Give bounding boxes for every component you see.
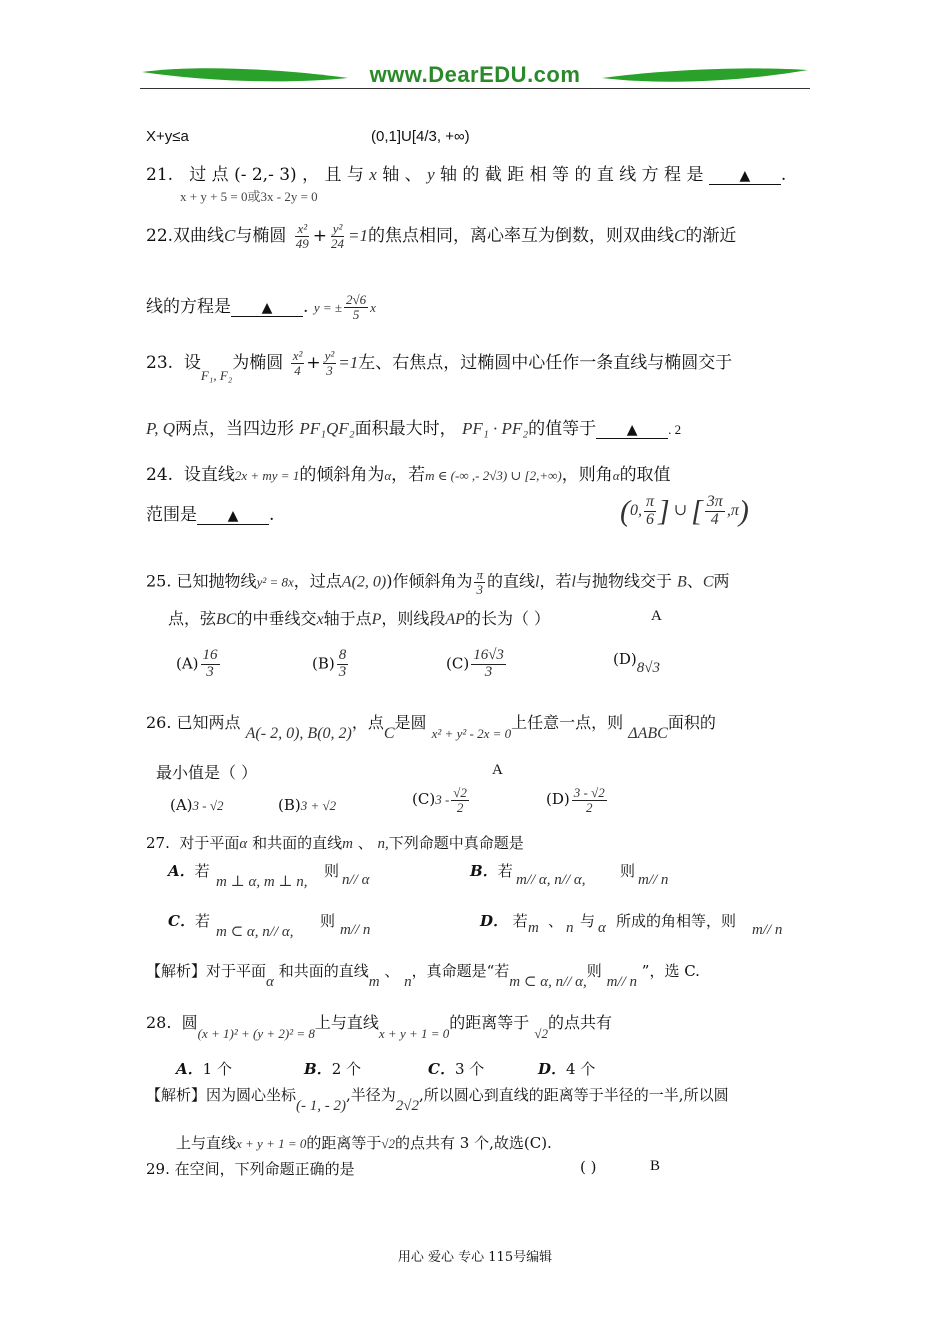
q26-answer: A bbox=[492, 762, 503, 778]
q23-answer: . 2 bbox=[668, 422, 682, 437]
q23-f1-den: 4 bbox=[294, 363, 301, 378]
q26-t2: ，点 bbox=[351, 713, 384, 732]
q26-option-d-frac bbox=[572, 786, 607, 814]
q27-n: n, bbox=[377, 836, 389, 852]
q24-t3: ，若 bbox=[391, 465, 426, 485]
q24-ans-left2: [ bbox=[691, 494, 703, 528]
q25-option-d bbox=[613, 650, 660, 676]
q28-sol4: 上与直线 bbox=[176, 1134, 237, 1152]
q27-sol-cond: m ⊂ α, n// α, bbox=[509, 974, 587, 990]
q25-l: l bbox=[535, 573, 540, 591]
q28-distance: √2 bbox=[534, 1026, 549, 1041]
question-27 bbox=[146, 832, 524, 853]
q24-ans-f1-num: π bbox=[646, 493, 655, 510]
q28-b-val: 2 个 bbox=[331, 1060, 361, 1078]
q27-sol-sep: 、 bbox=[384, 962, 400, 980]
q27-d-res: m// n bbox=[752, 922, 783, 938]
q23-eq: =1 bbox=[338, 353, 359, 372]
q27-b-cond: m// α, n// α, bbox=[516, 872, 586, 888]
q28-sol-tag: 【解析】 bbox=[146, 1086, 207, 1104]
q23-t1: 设 bbox=[183, 353, 201, 373]
q25-number: 25. bbox=[146, 571, 172, 591]
q27-c-label: C． bbox=[168, 912, 195, 930]
q27-d-m: m bbox=[528, 920, 539, 936]
q27-d-t2: 所成的角相等，则 bbox=[616, 912, 737, 930]
q25-t3: )作倾斜角为 bbox=[386, 571, 473, 591]
q26-t5: 面积的 bbox=[667, 713, 716, 732]
q24-ans-right1: ] bbox=[658, 494, 670, 528]
q25-t4: 的直线 bbox=[487, 571, 536, 591]
q26-option-b-label: (B) bbox=[278, 796, 301, 814]
q23-quad: PF₁QF₂ bbox=[299, 419, 355, 438]
q27-a-cond: m ⊥ α, m ⊥ n, bbox=[216, 874, 308, 890]
q21-number: 21. bbox=[146, 165, 174, 185]
q25-answer: A bbox=[651, 608, 662, 624]
q22-c2: C bbox=[674, 226, 686, 245]
q26-number: 26. bbox=[146, 713, 172, 732]
q25-t11: ，则线段 bbox=[381, 609, 446, 628]
q29-answer: B bbox=[650, 1158, 661, 1174]
q23-f2-den: 3 bbox=[326, 363, 333, 378]
q27-sol-then: 则 bbox=[586, 962, 602, 980]
q26-b-val: 3 + √2 bbox=[300, 798, 337, 813]
q23-t2: 为椭圆 bbox=[232, 353, 284, 373]
q22-t4: 的渐近 bbox=[685, 226, 737, 246]
q25-option-b-label: (B) bbox=[312, 654, 335, 673]
q24-number: 24. bbox=[146, 465, 174, 485]
q28-d-val: 4 个 bbox=[566, 1060, 596, 1078]
q24-alpha: α bbox=[384, 468, 392, 483]
q24-dot: . bbox=[269, 505, 275, 525]
q27-t2: 和共面的直线 bbox=[252, 834, 343, 852]
answer-line-right: (0,1]U[4/3, +∞) bbox=[371, 128, 470, 145]
q25-b-den: 3 bbox=[338, 663, 347, 680]
q25-b-num: 8 bbox=[338, 647, 347, 663]
q27-option-c bbox=[168, 910, 210, 931]
q27-c-res: m// n bbox=[340, 922, 371, 938]
q27-sol3: ，真命题是“若 bbox=[411, 962, 510, 980]
header-rule bbox=[140, 88, 810, 89]
q25-t5: ，若 bbox=[539, 571, 572, 591]
q25-c-den: 3 bbox=[484, 663, 493, 680]
q24-ans-f1-den: 6 bbox=[646, 510, 654, 528]
question-25 bbox=[146, 568, 730, 596]
q25-option-b-frac bbox=[337, 648, 349, 681]
q23-foci: F₁, F₂ bbox=[200, 368, 233, 383]
q27-d-n: n bbox=[566, 920, 574, 936]
q25-p: P bbox=[371, 611, 382, 628]
q27-d-if: 若 bbox=[512, 912, 528, 930]
q25-x: x bbox=[316, 611, 324, 628]
q29-number: 29. bbox=[146, 1160, 170, 1178]
q25-t8: 点，弦 bbox=[168, 609, 217, 628]
q24-ans-left: ( bbox=[620, 494, 630, 528]
q23-line-2 bbox=[146, 414, 681, 439]
q23-t4: 两点，当四边形 bbox=[174, 419, 294, 439]
q24-t6: 范围是 bbox=[146, 505, 197, 525]
q26-a-val: 3 - √2 bbox=[192, 798, 224, 813]
q22-t2: 与椭圆 bbox=[235, 226, 287, 246]
q22-t1: 双曲线 bbox=[173, 226, 225, 246]
q28-c-label: C． bbox=[428, 1060, 455, 1078]
q28-circle: (x + 1)² + (y + 2)² = 8 bbox=[197, 1026, 315, 1041]
question-23 bbox=[146, 348, 733, 383]
q26-circle: x² + y² - 2x = 0 bbox=[431, 726, 512, 741]
q26-option-a-label: (A) bbox=[170, 796, 193, 814]
q28-solution-line-2 bbox=[176, 1132, 552, 1153]
q25-parabola: y² = 8x bbox=[256, 574, 294, 590]
q27-b-label: B． bbox=[470, 862, 498, 880]
q26-t4: 上任意一点，则 bbox=[511, 713, 624, 732]
q23-pq: P, Q bbox=[146, 419, 175, 438]
q28-line: x + y + 1 = 0 bbox=[378, 1026, 450, 1041]
q22-number: 22. bbox=[146, 226, 174, 246]
q22-ans-num: 2√6 bbox=[346, 292, 367, 308]
q25-angle-den: 3 bbox=[476, 581, 483, 597]
q22-answer-blank: ▲ bbox=[231, 300, 303, 317]
q25-option-b bbox=[312, 648, 350, 681]
q27-sol-m: m bbox=[368, 974, 380, 990]
q27-option-d bbox=[480, 910, 528, 931]
q28-solution bbox=[146, 1084, 729, 1114]
q27-b-then: 则 bbox=[620, 862, 636, 880]
q27-sol-n: n bbox=[404, 974, 412, 990]
q28-sol5: 的距离等于 bbox=[306, 1134, 382, 1152]
q28-t1: 圆 bbox=[181, 1013, 198, 1032]
q26-t1: 已知两点 bbox=[176, 713, 241, 732]
q29-paren: ( ) bbox=[580, 1158, 597, 1176]
q22-f2-num: y² bbox=[332, 221, 343, 237]
q26-d-den: 2 bbox=[585, 799, 593, 815]
question-21 bbox=[146, 160, 786, 185]
q22-plus: + bbox=[312, 226, 328, 246]
q28-option-c bbox=[428, 1058, 484, 1079]
q22-answer-fraction bbox=[344, 293, 368, 321]
q23-plus: + bbox=[306, 353, 321, 373]
q24-answer bbox=[620, 494, 749, 529]
q24-ans-frac2 bbox=[705, 494, 725, 529]
q24-ans-zero: 0, bbox=[630, 501, 642, 519]
q25-option-c-frac bbox=[471, 648, 506, 681]
q28-sol-dist: √2 bbox=[381, 1136, 396, 1151]
q23-fraction-2 bbox=[323, 349, 337, 377]
q27-m: m bbox=[342, 836, 353, 852]
q24-t2: 的倾斜角为 bbox=[299, 465, 385, 485]
q25-option-a bbox=[176, 648, 222, 681]
q25-t9: 的中垂线交 bbox=[236, 609, 317, 628]
q27-c-if: 若 bbox=[194, 912, 210, 930]
q27-sol2: 和共面的直线 bbox=[278, 962, 369, 980]
q22-f2-den: 24 bbox=[331, 236, 345, 251]
q26-points: A(- 2, 0), B(0, 2) bbox=[245, 725, 352, 742]
q26-triangle: ΔABC bbox=[628, 725, 668, 742]
q26-option-b bbox=[278, 796, 336, 814]
q28-b-label: B． bbox=[304, 1060, 332, 1078]
q25-angle-num: π bbox=[476, 567, 483, 582]
q27-option-a bbox=[168, 860, 210, 881]
q28-t4: 的点共有 bbox=[548, 1013, 613, 1032]
q27-sol1: 对于平面 bbox=[206, 962, 267, 980]
q26-option-a bbox=[170, 796, 224, 814]
q21-y: y bbox=[427, 165, 435, 184]
q25-point: A(2, 0) bbox=[341, 573, 387, 591]
q23-f1-num: x² bbox=[292, 348, 303, 364]
q25-option-c-label: (C) bbox=[446, 654, 470, 673]
q21-text: 过 点 (- 2,- 3) ， 且 与 bbox=[189, 165, 364, 185]
q22-t5: 线的方程是 bbox=[146, 297, 231, 317]
q25-ap: AP bbox=[445, 611, 465, 628]
q28-d-label: D． bbox=[538, 1060, 567, 1078]
question-28 bbox=[146, 1010, 613, 1041]
q27-t1: 对于平面 bbox=[179, 834, 240, 852]
q24-t5: 的取值 bbox=[619, 465, 671, 485]
q22-f1-num: x² bbox=[297, 221, 308, 237]
q22-eq: =1 bbox=[348, 226, 369, 245]
q27-c-cond: m ⊂ α, n// α, bbox=[216, 924, 294, 940]
q27-b-if: 若 bbox=[497, 862, 513, 880]
q28-a-label: A． bbox=[176, 1060, 203, 1078]
q28-radius: 2√2 bbox=[395, 1098, 420, 1114]
q25-sep: 、 bbox=[686, 571, 703, 591]
q27-sol4: ”，选 C. bbox=[641, 962, 700, 980]
q27-number: 27. bbox=[146, 834, 170, 852]
question-29 bbox=[146, 1158, 355, 1179]
question-26 bbox=[146, 710, 716, 742]
q26-c: C bbox=[383, 725, 395, 742]
q25-l2: l bbox=[571, 573, 576, 591]
q26-option-c-frac bbox=[451, 786, 469, 814]
q24-answer-blank: ▲ bbox=[197, 508, 269, 525]
q25-t6: 与抛物线交于 bbox=[575, 571, 672, 591]
q27-d-sep: 、 bbox=[548, 912, 564, 930]
q25-c: C bbox=[702, 573, 714, 591]
q23-fraction-1 bbox=[291, 349, 305, 377]
q28-sol2: ,半径为 bbox=[346, 1086, 396, 1104]
q28-sol3: ,所以圆心到直线的距离等于半径的一半,所以圆 bbox=[419, 1086, 729, 1104]
q22-c: C bbox=[224, 226, 236, 245]
q25-option-a-frac bbox=[201, 648, 220, 681]
q25-t1: 已知抛物线 bbox=[176, 571, 257, 591]
q28-t3: 的距离等于 bbox=[449, 1013, 530, 1032]
q26-c-pre: 3 - bbox=[435, 792, 450, 808]
q25-option-c bbox=[446, 648, 508, 681]
q22-answer-lhs: y = ± bbox=[313, 300, 342, 315]
q28-a-val: 1 个 bbox=[202, 1060, 232, 1078]
q25-t12: 的长为（ ） bbox=[464, 609, 551, 628]
q27-a-then: 则 bbox=[324, 862, 340, 880]
q22-fraction-2 bbox=[329, 222, 346, 250]
q28-t2: 上与直线 bbox=[314, 1013, 379, 1032]
q27-sol-res: m// n bbox=[606, 974, 637, 990]
q24-condition: m ∈ (-∞ ,- 2√3) ∪ [2,+∞) bbox=[425, 468, 562, 483]
q24-ans-f2-num: 3π bbox=[706, 493, 723, 510]
q28-option-b bbox=[304, 1058, 361, 1079]
q27-d-label: D． bbox=[480, 912, 509, 930]
q25-t10: 轴于点 bbox=[323, 609, 372, 628]
q22-dot: . bbox=[303, 297, 309, 317]
q26-option-d bbox=[546, 786, 609, 814]
header-logo: www.DearEDU.com bbox=[369, 62, 581, 87]
q28-sol1: 因为圆心坐标 bbox=[206, 1086, 297, 1104]
q26-line-2: 最小值是（ ） bbox=[156, 763, 258, 782]
q25-c-num: 16√3 bbox=[473, 647, 504, 663]
q28-c-val: 3 个 bbox=[454, 1060, 485, 1078]
q26-option-d-label: (D) bbox=[546, 790, 570, 809]
q25-a-num: 16 bbox=[202, 647, 218, 663]
q27-a-res: n// α bbox=[342, 872, 370, 888]
question-22 bbox=[146, 222, 736, 251]
q24-line: 2x + my = 1 bbox=[234, 468, 300, 483]
q27-sol-tag: 【解析】 bbox=[146, 962, 207, 980]
q27-option-b bbox=[470, 860, 513, 881]
q27-a-label: A． bbox=[168, 862, 195, 880]
q27-sol-alpha: α bbox=[266, 974, 274, 990]
q24-alpha2: α bbox=[612, 468, 620, 483]
q26-option-c bbox=[412, 786, 471, 814]
q24-ans-pi: ,π bbox=[726, 501, 739, 519]
q27-b-res: m// n bbox=[638, 872, 669, 888]
q22-line-2 bbox=[146, 292, 376, 322]
header-banner bbox=[140, 60, 810, 94]
q23-number: 23. bbox=[146, 353, 174, 373]
q22-t3: 的焦点相同，离心率互为倒数，则双曲线 bbox=[368, 226, 675, 246]
q26-option-c-label: (C) bbox=[412, 790, 436, 809]
q27-sep: 、 bbox=[357, 834, 373, 852]
q28-option-d bbox=[538, 1058, 595, 1079]
q24-ans-cup: ∪ bbox=[673, 501, 688, 519]
q22-ans-den: 5 bbox=[352, 307, 360, 322]
q21-rest: 轴 的 截 距 相 等 的 直 线 方 程 是 bbox=[440, 165, 704, 185]
q28-sol6: 的点共有 3 个,故选(C). bbox=[395, 1134, 552, 1152]
q23-t6: 的值等于 bbox=[528, 419, 597, 439]
q24-line-2 bbox=[146, 500, 274, 525]
q25-a-den: 3 bbox=[206, 663, 214, 680]
q26-d-num: 3 - √2 bbox=[573, 785, 605, 800]
q24-ans-frac1 bbox=[644, 494, 656, 529]
q27-a-if: 若 bbox=[194, 862, 210, 880]
q27-t3: 下列命题中真命题是 bbox=[388, 834, 524, 852]
q28-sol-line: x + y + 1 = 0 bbox=[236, 1136, 307, 1151]
q23-dot-product: PF₁ · PF₂ bbox=[462, 419, 529, 438]
q25-angle bbox=[474, 568, 485, 596]
q21-answer-blank: ▲ bbox=[709, 168, 781, 185]
q27-d-t: 与 bbox=[580, 912, 596, 930]
q22-fraction-1 bbox=[294, 222, 311, 250]
q27-alpha: α bbox=[239, 836, 248, 852]
q28-number: 28. bbox=[146, 1013, 172, 1032]
q24-t1: 设直线 bbox=[183, 465, 235, 485]
q28-center: (- 1, - 2) bbox=[296, 1098, 347, 1114]
q23-t3: 左、右焦点，过椭圆中心任作一条直线与椭圆交于 bbox=[358, 353, 733, 373]
q29-text: 在空间，下列命题正确的是 bbox=[174, 1160, 355, 1178]
q25-d-val: 8√3 bbox=[636, 660, 660, 676]
q27-solution bbox=[146, 960, 700, 990]
page-footer: 用心 爱心 专心 115号编辑 bbox=[397, 1250, 553, 1265]
q24-ans-right2: ) bbox=[738, 494, 749, 528]
q25-option-a-label: (A) bbox=[176, 654, 199, 673]
q26-c-num: √2 bbox=[453, 785, 467, 800]
q23-f2-num: y² bbox=[324, 348, 335, 364]
q23-answer-blank: ▲ bbox=[596, 422, 668, 439]
q25-t7: 两 bbox=[713, 571, 730, 591]
q24-ans-f2-den: 4 bbox=[710, 510, 719, 528]
q25-bc: BC bbox=[216, 611, 237, 628]
q22-answer-x: x bbox=[370, 300, 376, 315]
q25-option-d-label: (D) bbox=[613, 650, 637, 668]
q26-t3: 是圆 bbox=[394, 713, 427, 732]
q21-axis1: 轴 、 bbox=[382, 165, 422, 185]
q21-end: . bbox=[780, 165, 787, 185]
q21-answer: x + y + 5 = 0或3x - 2y = 0 bbox=[180, 189, 318, 204]
answer-line-left: X+y≤a bbox=[146, 128, 189, 145]
q22-f1-den: 49 bbox=[295, 236, 309, 251]
q28-option-a bbox=[176, 1058, 232, 1079]
q25-line-2 bbox=[168, 606, 550, 629]
q25-b: B bbox=[677, 573, 687, 591]
q27-d-alpha: α bbox=[598, 920, 606, 936]
q25-t2: ，过点 bbox=[293, 571, 342, 591]
q26-c-den: 2 bbox=[456, 799, 464, 815]
q21-x: x bbox=[369, 165, 377, 184]
q27-c-then: 则 bbox=[320, 912, 336, 930]
q24-t4: ，则角 bbox=[561, 465, 613, 485]
question-24 bbox=[146, 460, 671, 485]
q23-t5: 面积最大时， bbox=[354, 419, 457, 439]
